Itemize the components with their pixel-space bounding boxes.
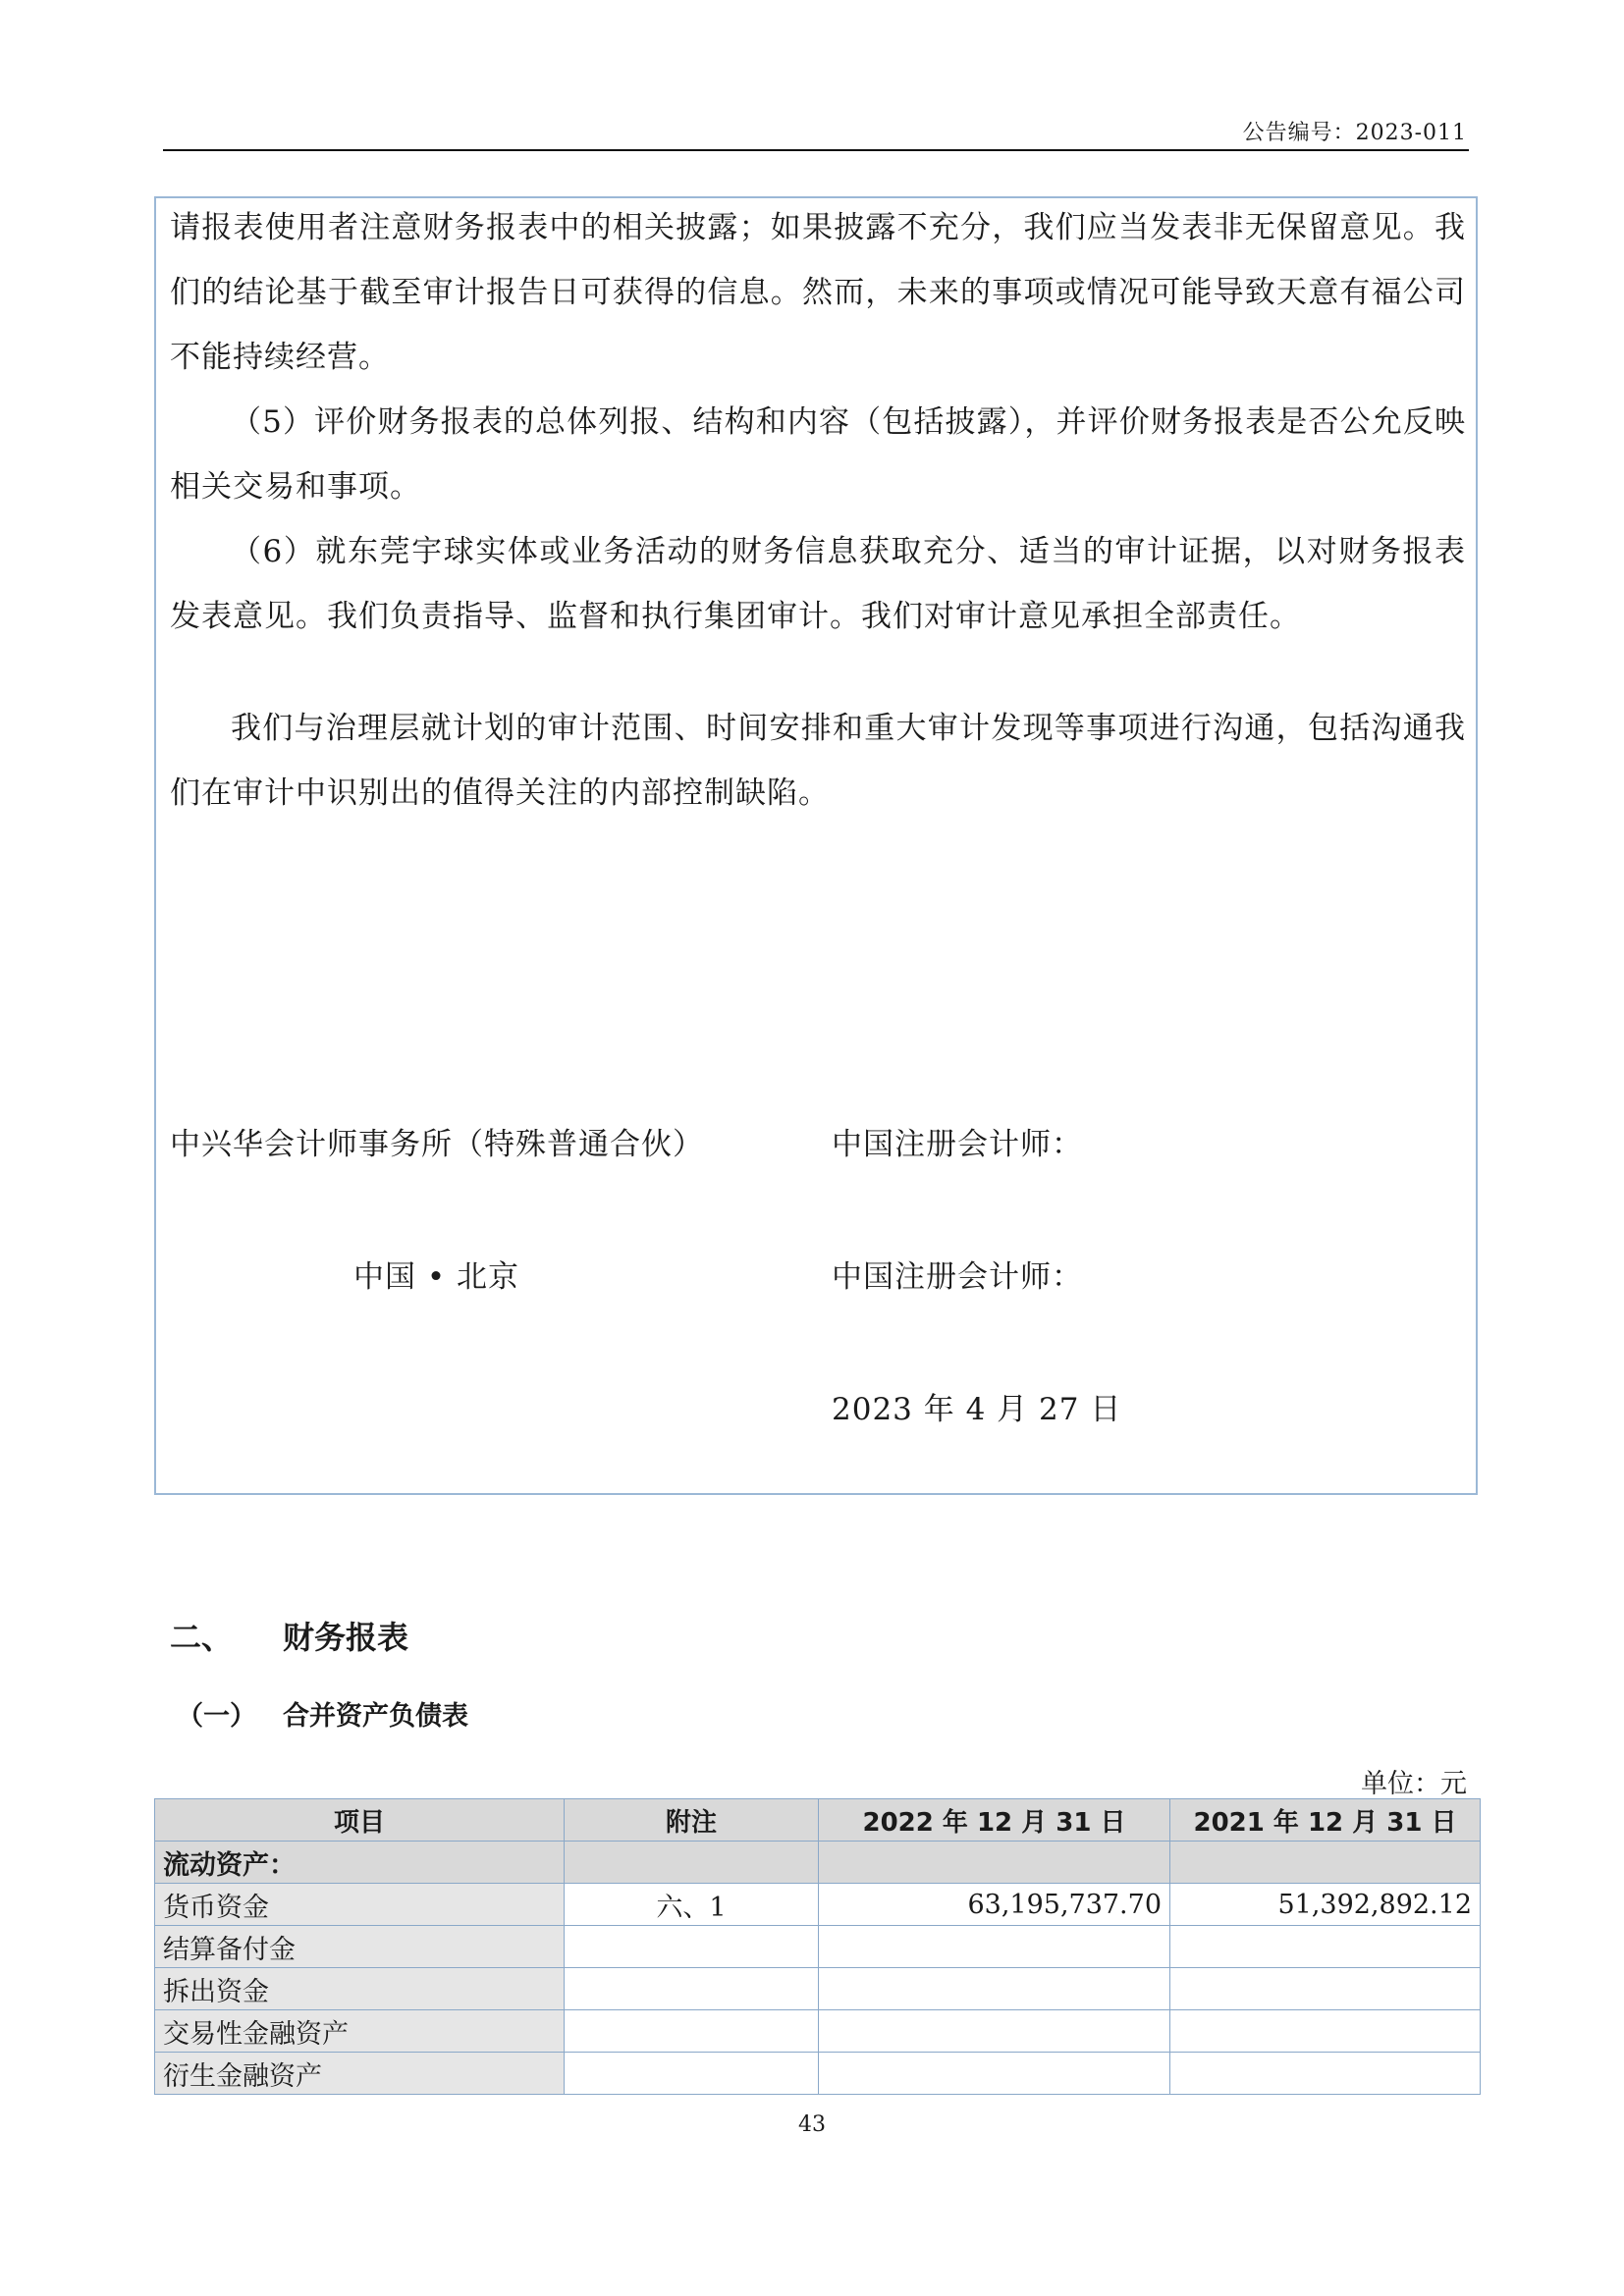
subsection-title-text: 合并资产负债表 (283, 1701, 468, 1732)
row-item: 货币资金 (155, 1884, 565, 1926)
paragraph-going-concern: 请报表使用者注意财务报表中的相关披露；如果披露不充分，我们应当发表非无保留意见。我们的结论基于截至审计报告日可获得的信息。然而，未来的事项或情况可能导致天意有福公司不能持续经营。 (170, 210, 1466, 375)
row-value-2021 (1170, 1926, 1481, 1968)
table-row (155, 2010, 1481, 2053)
empty-cell (819, 1842, 1170, 1884)
table-row (155, 2053, 1481, 2095)
row-note (565, 1926, 819, 1968)
page-number: 43 (798, 2112, 826, 2137)
cpa-signature-1: 中国注册会计师： (832, 1127, 1083, 1162)
column-header-note: 附注 (565, 1799, 819, 1842)
row-note (565, 1968, 819, 2010)
row-value-2021 (1170, 1968, 1481, 2010)
row-value-2021 (1170, 2053, 1481, 2095)
header-divider (163, 149, 1469, 151)
table-row (155, 1884, 1481, 1926)
paragraph-governance: 我们与治理层就计划的审计范围、时间安排和重大审计发现等事项进行沟通，包括沟通我们在审计中识别出的值得关注的内部控制缺陷。 (170, 711, 1466, 811)
announcement-code: 公告编号：2023-011 (1242, 121, 1467, 145)
section-heading (170, 1613, 408, 1658)
subsection-number: （一） (177, 1701, 256, 1732)
table-row (155, 1968, 1481, 2010)
column-header-2021: 2021 年 12 月 31 日 (1170, 1799, 1481, 1842)
firm-location: 中国 • 北京 (353, 1259, 519, 1295)
currency-unit: 单位：元 (1361, 1769, 1467, 1799)
row-note: 六、1 (565, 1884, 819, 1926)
row-note (565, 2010, 819, 2053)
row-item: 拆出资金 (155, 1968, 565, 2010)
paragraph-item-5: （5）评价财务报表的总体列报、结构和内容（包括披露），并评价财务报表是否公允反映相关交易和事项。 (170, 404, 1466, 505)
balance-sheet-table (154, 1798, 1481, 2095)
table-row (155, 1926, 1481, 1968)
row-value-2021: 51,392,892.12 (1170, 1884, 1481, 1926)
row-value-2022: 63,195,737.70 (819, 1884, 1170, 1926)
report-date: 2023 年 4 月 27 日 (832, 1392, 1122, 1427)
row-value-2022 (819, 2053, 1170, 2095)
row-item: 衍生金融资产 (155, 2053, 565, 2095)
empty-cell (1170, 1842, 1481, 1884)
row-value-2022 (819, 2010, 1170, 2053)
audit-firm-name: 中兴华会计师事务所（特殊普通合伙） (170, 1127, 704, 1162)
table-section-row (155, 1842, 1481, 1884)
table-header-row (155, 1799, 1481, 1842)
row-value-2022 (819, 1926, 1170, 1968)
cpa-signature-2: 中国注册会计师： (832, 1259, 1083, 1295)
row-item: 交易性金融资产 (155, 2010, 565, 2053)
paragraph-item-6: （6）就东莞宇球实体或业务活动的财务信息获取充分、适当的审计证据，以对财务报表发表意见。我们负责指导、监督和执行集团审计。我们对审计意见承担全部责任。 (170, 534, 1466, 634)
empty-cell (565, 1842, 819, 1884)
column-header-2022: 2022 年 12 月 31 日 (819, 1799, 1170, 1842)
subsection-heading (177, 1694, 468, 1733)
current-assets-label: 流动资产： (155, 1842, 565, 1884)
row-item: 结算备付金 (155, 1926, 565, 1968)
row-note (565, 2053, 819, 2095)
section-number: 二、 (170, 1619, 234, 1656)
column-header-item: 项目 (155, 1799, 565, 1842)
section-title-text: 财务报表 (283, 1619, 409, 1656)
row-value-2022 (819, 1968, 1170, 2010)
row-value-2021 (1170, 2010, 1481, 2053)
